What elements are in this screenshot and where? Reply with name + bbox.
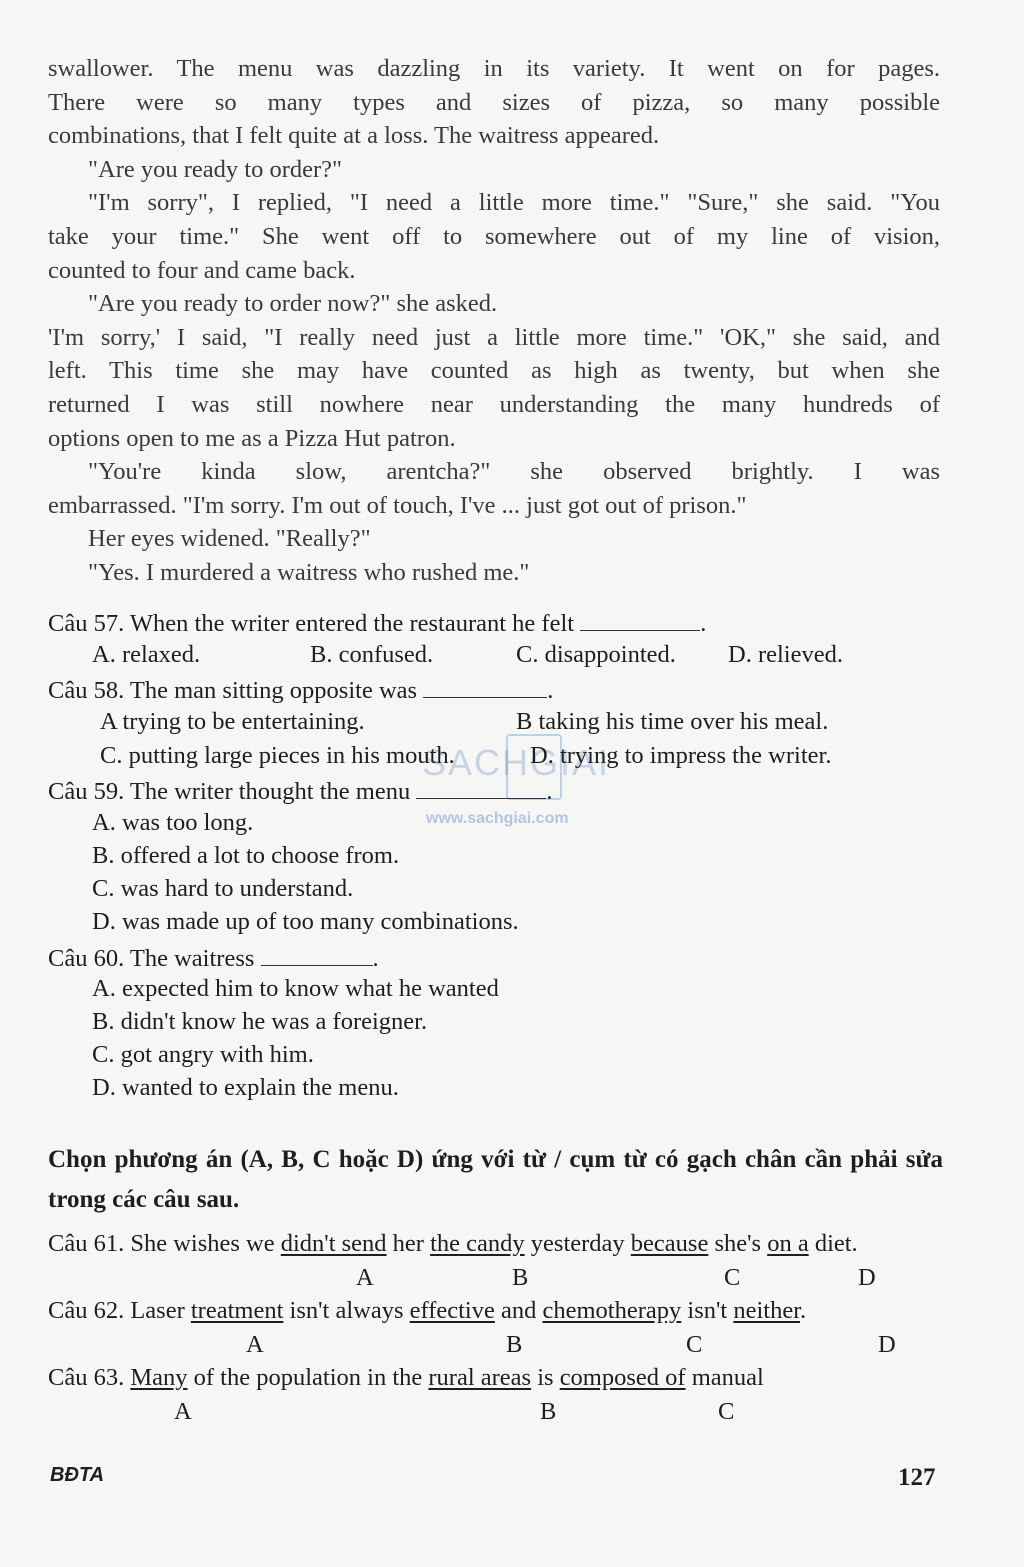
passage-line: There were so many types and sizes of pizza, so many possible — [48, 88, 940, 116]
section-heading: Chọn phương án (A, B, C hoặc D) ứng với từ / cụm từ có gạch chân cần phải sửa trong các câu sau. — [48, 1146, 943, 1213]
option-c: C. got angry with him. — [92, 1041, 314, 1068]
passage-line: 'I'm sorry,' I said, "I really need just a little more time." 'OK," she said, and — [48, 323, 940, 351]
sentence-part: is — [531, 1364, 560, 1391]
passage-line: swallower. The menu was dazzling in its variety. It went on for pages. — [48, 55, 940, 82]
passage-line: combinations, that I felt quite at a loss. The waitress appeared. — [48, 122, 660, 150]
question-63 — [48, 1364, 764, 1392]
option-d: D. relieved. — [728, 641, 843, 668]
answer-blank — [580, 610, 700, 631]
question-end: . — [372, 945, 379, 972]
option-d: D. trying to impress the writer. — [530, 742, 832, 769]
passage-line: returned I was still nowhere near understanding the many hundreds of — [48, 390, 940, 418]
option-c: C. disappointed. — [516, 641, 676, 668]
question-end: . — [700, 610, 707, 637]
passage-line: left. This time she may have counted as high as twenty, but when she — [48, 357, 940, 385]
option-b: B. offered a lot to choose from. — [92, 842, 400, 869]
underlined-option-c: composed of — [559, 1364, 686, 1391]
question-end: . — [547, 677, 554, 704]
question-58 — [48, 674, 553, 707]
underlined-option-d: neither — [733, 1297, 801, 1324]
question-end: . — [546, 778, 553, 805]
option-d: D. was made up of too many combinations. — [92, 908, 519, 935]
option-b: B. didn't know he was a foreigner. — [92, 1008, 428, 1035]
question-stem: Câu 57. When the writer entered the restaurant he felt — [48, 610, 575, 637]
option-b: B taking his time over his meal. — [516, 708, 829, 735]
page-number: 127 — [898, 1464, 936, 1491]
underlined-option-a: treatment — [190, 1297, 284, 1324]
underlined-option-a: Many — [130, 1364, 188, 1391]
question-61 — [48, 1230, 858, 1258]
sentence-part: yesterday — [524, 1230, 631, 1257]
underlined-option-c: because — [630, 1230, 709, 1257]
sentence-part: Câu 62. Laser — [48, 1297, 191, 1324]
answer-blank — [423, 677, 547, 698]
underlined-option-d: on a — [767, 1230, 809, 1257]
passage-line: "Are you ready to order now?" she asked. — [88, 290, 498, 318]
passage-line: options open to me as a Pizza Hut patron. — [48, 424, 456, 452]
question-62 — [48, 1297, 806, 1325]
passage-line: counted to four and came back. — [48, 256, 356, 284]
letter-b: B — [540, 1398, 557, 1425]
letter-a: A — [246, 1331, 264, 1358]
letter-b: B — [506, 1331, 523, 1358]
passage-line: "I'm sorry", I replied, "I need a little more time." "Sure," she said. "You — [88, 189, 940, 217]
sentence-part: manual — [685, 1364, 764, 1391]
option-c: C. putting large pieces in his mouth. — [100, 742, 455, 769]
option-a: A trying to be entertaining. — [100, 708, 365, 735]
question-60 — [48, 942, 379, 975]
sentence-part: isn't — [681, 1297, 734, 1324]
answer-blank — [261, 945, 373, 966]
letter-c: C — [718, 1398, 735, 1425]
option-c: C. was hard to understand. — [92, 875, 354, 902]
letter-c: C — [724, 1264, 741, 1291]
sentence-part: Câu 61. She wishes we — [48, 1230, 281, 1257]
question-59 — [48, 775, 552, 808]
letter-a: A — [174, 1398, 192, 1425]
sentence-part: isn't always — [283, 1297, 410, 1324]
sentence-part: of the population in the — [187, 1364, 429, 1391]
sentence-part: . — [800, 1297, 807, 1324]
letter-d: D — [858, 1264, 876, 1291]
sentence-part: she's — [708, 1230, 768, 1257]
option-a: A. expected him to know what he wanted — [92, 975, 499, 1002]
watermark-title: SACHGIAI — [421, 742, 611, 783]
passage-line: embarrassed. "I'm sorry. I'm out of touch, I've ... just got out of prison." — [48, 491, 747, 519]
sentence-part: and — [494, 1297, 543, 1324]
passage-line: take your time." She went off to somewhere out of my line of vision, — [48, 222, 940, 250]
letter-d: D — [878, 1331, 896, 1358]
reading-passage — [48, 52, 940, 590]
option-d: D. wanted to explain the menu. — [92, 1074, 399, 1101]
underlined-option-b: rural areas — [428, 1364, 532, 1391]
question-57 — [48, 607, 706, 640]
underlined-option-c: chemotherapy — [542, 1297, 682, 1324]
sentence-part: diet. — [808, 1230, 858, 1257]
passage-line: "Yes. I murdered a waitress who rushed me." — [88, 558, 530, 586]
passage-line: "Are you ready to order?" — [88, 155, 343, 183]
underlined-option-a: didn't send — [280, 1230, 387, 1257]
sentence-part: her — [386, 1230, 431, 1257]
question-stem: Câu 59. The writer thought the menu — [48, 778, 411, 805]
letter-a: A — [356, 1264, 374, 1291]
footer-label: BĐTA — [50, 1464, 105, 1486]
underlined-option-b: the candy — [430, 1230, 525, 1257]
option-b: B. confused. — [310, 641, 434, 668]
letter-c: C — [686, 1331, 703, 1358]
passage-line: "You're kinda slow, arentcha?" she observed brightly. I was — [88, 458, 940, 486]
answer-blank — [416, 778, 546, 799]
letter-b: B — [512, 1264, 529, 1291]
watermark-url: www.sachgiai.com — [426, 810, 569, 827]
sentence-part: Câu 63. — [48, 1364, 131, 1391]
question-stem: Câu 58. The man sitting opposite was — [48, 677, 418, 704]
option-a: A. was too long. — [92, 809, 254, 836]
passage-line: Her eyes widened. "Really?" — [88, 525, 371, 553]
underlined-option-b: effective — [409, 1297, 495, 1324]
question-stem: Câu 60. The waitress — [48, 945, 255, 972]
option-a: A. relaxed. — [92, 641, 201, 668]
